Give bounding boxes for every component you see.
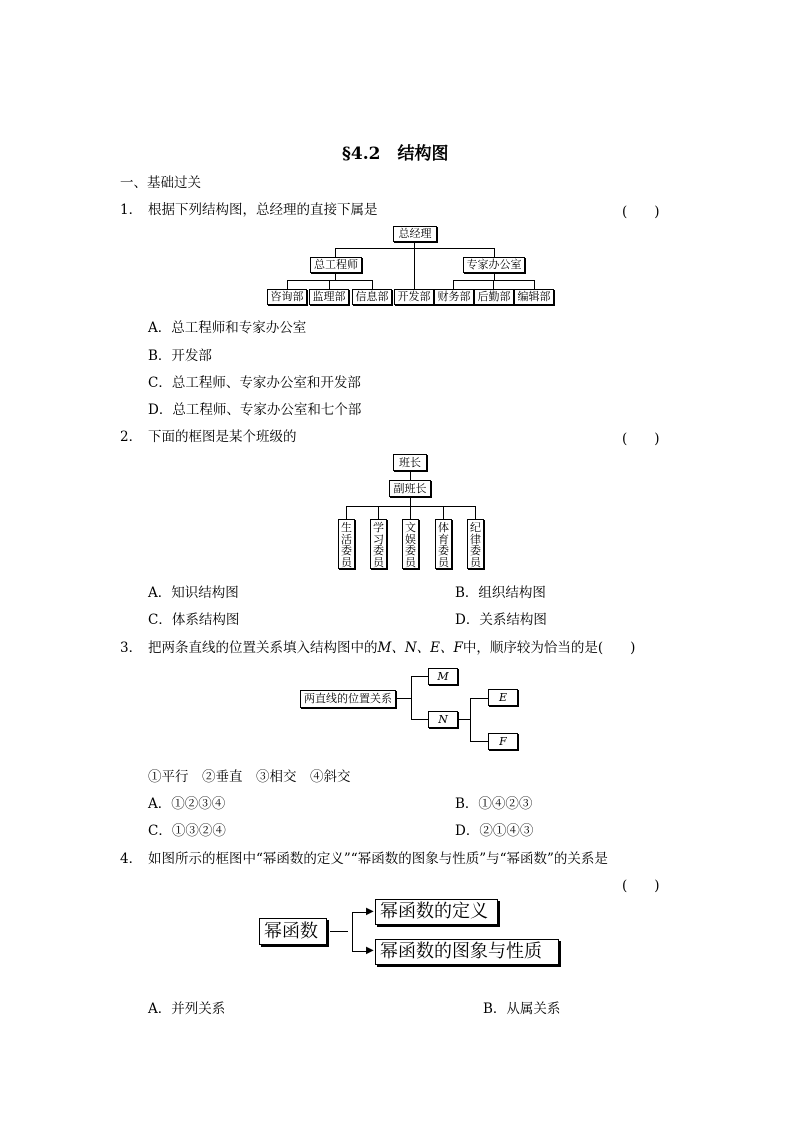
q3-number: 3． [120, 640, 143, 656]
q3-option-c: C．①③②④ [148, 823, 226, 839]
q1-root-box: 总经理 [393, 226, 437, 242]
q2-root-box: 班长 [393, 454, 427, 471]
q3-root-box: 两直线的位置关系 [300, 690, 396, 708]
q1-option-b: B．开发部 [148, 348, 212, 364]
q1-number: 1． [120, 202, 143, 218]
q3-text: 把两条直线的位置关系填入结构图中的M、N、E、F中，顺序较为恰当的是( ) [148, 640, 636, 656]
q2-leaf-box: 学习委员 [370, 519, 387, 569]
q1-leaf-box: 开发部 [394, 289, 434, 305]
q1-leaf-box: 监理部 [309, 289, 349, 305]
q2-leaf-box: 文娱委员 [402, 519, 419, 569]
q4-answer-paren: ( ) [622, 878, 660, 894]
q4-number: 4． [120, 851, 143, 867]
q4-child-box-1: 幂函数的定义 [375, 899, 498, 925]
arrow-icon: ▶ [366, 945, 374, 956]
q1-text: 根据下列结构图，总经理的直接下属是 [148, 202, 378, 218]
q3-n-box: N [428, 711, 458, 728]
q3-option-d: D．②①④③ [455, 823, 534, 839]
q2-leaf-box: 体育委员 [435, 519, 452, 569]
q4-option-a: A．并列关系 [148, 1001, 226, 1017]
arrow-icon: ▶ [366, 906, 374, 917]
q1-mid-box-2: 专家办公室 [463, 257, 525, 273]
q1-leaf-box: 财务部 [434, 289, 474, 305]
q1-option-a: A．总工程师和专家办公室 [148, 320, 307, 336]
q1-leaf-box: 编辑部 [514, 289, 554, 305]
q2-text: 下面的框图是某个班级的 [148, 429, 297, 445]
q1-option-d: D．总工程师、专家办公室和七个部 [148, 402, 362, 418]
q1-answer-paren: ( ) [622, 204, 660, 220]
q1-option-c: C．总工程师、专家办公室和开发部 [148, 375, 361, 391]
q4-child-box-2: 幂函数的图象与性质 [375, 939, 559, 965]
q2-leaf-box: 纪律委员 [467, 519, 484, 569]
q4-text: 如图所示的框图中“幂函数的定义”“幂函数的图象与性质”与“幂函数”的关系是 [148, 851, 608, 867]
q2-leaf-box: 生活委员 [338, 519, 355, 569]
page-title: §4.2 结构图 [342, 144, 449, 164]
q1-mid-box-1: 总工程师 [310, 257, 362, 273]
q2-option-d: D．关系结构图 [455, 612, 547, 628]
q2-option-a: A．知识结构图 [148, 585, 239, 601]
q2-option-c: C．体系结构图 [148, 612, 240, 628]
q3-option-b: B．①④②③ [455, 796, 533, 812]
q2-mid-box: 副班长 [389, 480, 431, 497]
section-heading: 一、基础过关 [120, 175, 201, 191]
q3-m-box: M [428, 668, 458, 685]
q3-f-box: F [488, 733, 518, 750]
q1-leaf-box: 后勤部 [474, 289, 514, 305]
q4-option-b: B．从属关系 [483, 1001, 561, 1017]
q1-leaf-box: 信息部 [352, 289, 392, 305]
q3-e-box: E [488, 689, 518, 706]
q3-items: ①平行 ②垂直 ③相交 ④斜交 [148, 769, 351, 785]
q1-leaf-box: 咨询部 [267, 289, 307, 305]
q2-option-b: B．组织结构图 [455, 585, 546, 601]
q2-answer-paren: ( ) [622, 431, 660, 447]
q3-option-a: A．①②③④ [148, 796, 226, 812]
q4-root-box: 幂函数 [259, 918, 327, 945]
q2-number: 2． [120, 429, 143, 445]
